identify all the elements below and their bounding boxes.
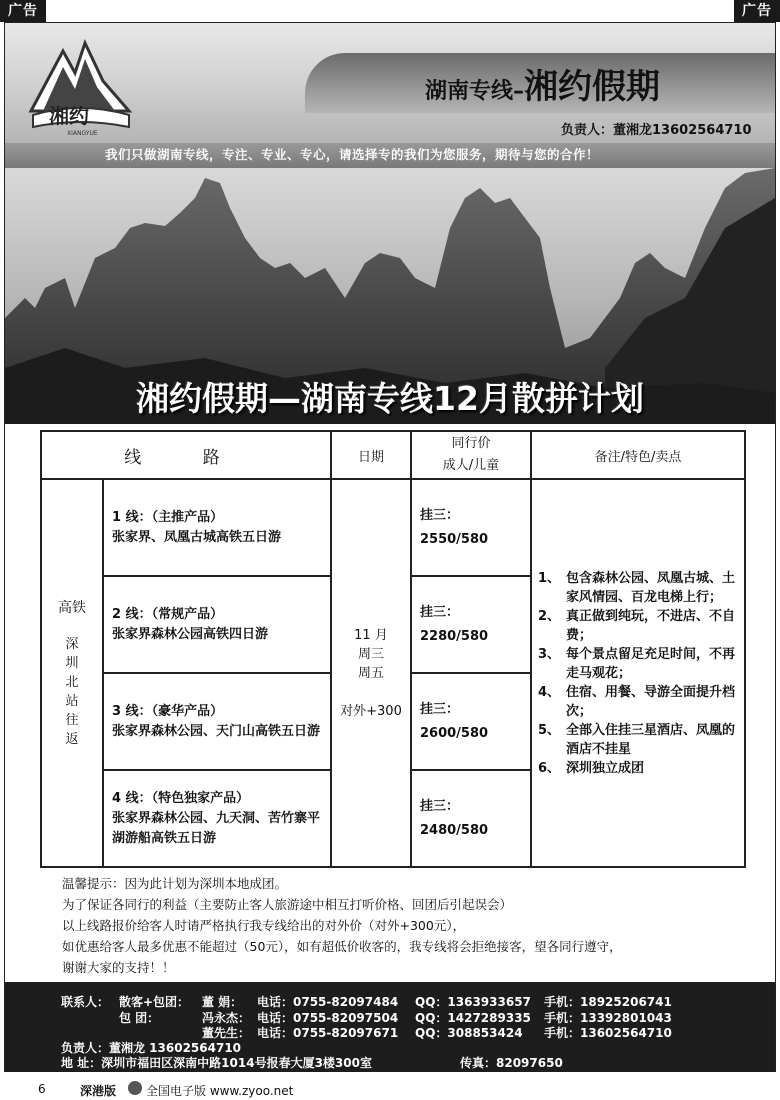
slogan: 我们只做湖南专线，专注、专业、专心，请选择专的我们为您服务，期待与您的合作！ [105,147,600,162]
brand-title [425,59,660,108]
price-cell [411,770,531,867]
header-date: 日期 [331,431,411,479]
header-price [411,431,531,479]
contact-tel: 电话：0755-82097504 [257,1011,399,1025]
note-text: 深圳独立成团 [566,760,645,776]
price-cell [411,479,531,576]
itinerary-table [40,430,746,868]
route-desc: 张家界森林公园、天门山高铁五日游 [112,723,321,739]
route-desc: 张家界森林公园高铁四日游 [112,626,269,642]
contact-mobile: 手机：13602564710 [544,1026,672,1040]
contact-qq: QQ：1363933657 [415,995,531,1009]
price-cell [411,576,531,673]
hero-title: 湘约假期—湖南专线12月散拼计划 [136,379,644,418]
route-cell [103,770,331,867]
header-route: 线 路 [41,431,331,479]
contact-name: 董先生： [202,1026,251,1040]
tips-block [62,873,622,978]
tip-line: 谢谢大家的支持！！ [62,960,175,975]
contact-role: 散客+包团： [119,995,190,1009]
date-line: 周五 [357,665,384,681]
page-number: 6 [38,1082,46,1096]
note-text: 包含森林公园、凤凰古城、土家风情园、百龙电梯上行； [566,570,736,605]
hero-image [5,168,775,424]
note-item [538,721,736,759]
note-num: 3、 [538,646,561,662]
logo-mountain-icon [25,31,135,141]
category-sub: 深圳北站往返 [65,637,79,747]
logo-text: 湘约 [49,104,89,128]
contact-name: 董 娟： [202,995,243,1009]
note-text: 每个景点留足充足时间，不再走马观花； [566,646,736,681]
note-text: 住宿、用餐、导游全面提升档次； [566,684,736,719]
contact-qq: QQ：1427289335 [415,1011,531,1025]
contact-label: 联系人： [61,995,110,1009]
contact-fax: 传真：82097650 [460,1056,563,1070]
header-notes: 备注/特色/卖点 [531,431,745,479]
contact-role: 包 团： [119,1011,160,1025]
contact-tel: 电话：0755-82097484 [257,995,399,1009]
tip-line: 为了保证各同行的利益（主要防止客人旅游途中相互打听价格、回团后引起误会） [62,897,513,912]
contact-manager: 负责人：董湘龙 13602564710 [61,1041,242,1055]
note-item [538,569,736,607]
note-num: 6、 [538,760,561,776]
table-header-row [41,431,745,479]
price-value: 2600/580 [420,725,489,741]
note-text: 真正做到纯玩，不进店、不自费； [566,608,736,643]
tip-line: 温馨提示：因为此计划为深圳本地成团。 [62,876,288,891]
brand-prefix: 湖南专线– [425,79,525,104]
ad-tag-right: 广告 [734,0,780,22]
route-desc: 张家界、凤凰古城高铁五日游 [112,529,282,545]
price-value: 2280/580 [420,628,489,644]
note-item [538,645,736,683]
price-value: 2480/580 [420,822,489,838]
date-line: 周三 [357,646,384,662]
route-desc: 张家界森林公园、九天洞、苦竹寨平湖游船高铁五日游 [112,810,321,846]
header-manager: 负责人：董湘龙13602564710 [561,123,752,138]
contact-mobile: 手机：18925206741 [544,995,672,1009]
date-line: 对外+300 [340,703,402,719]
table-row [41,479,745,576]
page-footer [0,1078,780,1100]
brand-name: 湘约假期 [524,67,661,107]
note-item [538,683,736,721]
note-num: 5、 [538,722,561,738]
route-line: 4 线：（特色独家产品） [112,790,250,806]
website-link[interactable]: 全国电子版 www.zyoo.net [146,1084,294,1098]
contact-address: 地 址：深圳市福田区深南中路1014号报春大厦3楼300室 [61,1056,372,1070]
category-label: 高铁 [58,600,86,616]
price-cell [411,673,531,770]
date-line: 11 月 [354,627,388,643]
ad-tag-left: 广告 [0,0,46,22]
route-line: 3 线：（豪华产品） [112,703,224,719]
notes-list [538,569,736,778]
contact-block [5,982,775,1072]
note-item [538,759,736,778]
route-line: 1 线：（主推产品） [112,509,224,525]
price-label: 挂三： [420,798,460,814]
category-cell [41,479,103,867]
route-line: 2 线：（常规产品） [112,606,224,622]
notes-cell [531,479,745,867]
route-cell [103,673,331,770]
note-num: 4、 [538,684,561,700]
price-label: 挂三： [420,701,460,717]
note-text: 全部入住挂三星酒店、凤凰的酒店不挂星 [566,722,736,757]
contact-name: 冯永杰： [202,1011,251,1025]
note-item [538,607,736,645]
contact-mobile: 手机：13392801043 [544,1011,672,1025]
note-num: 1、 [538,570,561,586]
date-cell [331,479,411,867]
tip-line: 如优惠给客人最多优惠不能超过（50元），如有超低价收客的，我专线将会拒绝接客，望各同行遵守， [62,939,622,954]
route-cell [103,576,331,673]
note-num: 2、 [538,608,561,624]
price-value: 2550/580 [420,531,489,547]
tip-line: 以上线路报价给客人时请严格执行我专线给出的对外价（对外+300元）， [62,918,466,933]
route-cell [103,479,331,576]
contact-tel: 电话：0755-82097671 [257,1026,399,1040]
logo-subtext: XIANGYUE [67,130,98,137]
price-label: 挂三： [420,604,460,620]
header-price-line1: 同行价 [451,436,491,451]
contact-qq: QQ：308853424 [415,1026,523,1040]
edition-label: 深港版 [80,1084,117,1098]
date-line [332,683,410,702]
edition-seal-icon [128,1081,142,1095]
price-label: 挂三： [420,507,460,523]
header-price-line2: 成人/儿童 [442,458,500,473]
